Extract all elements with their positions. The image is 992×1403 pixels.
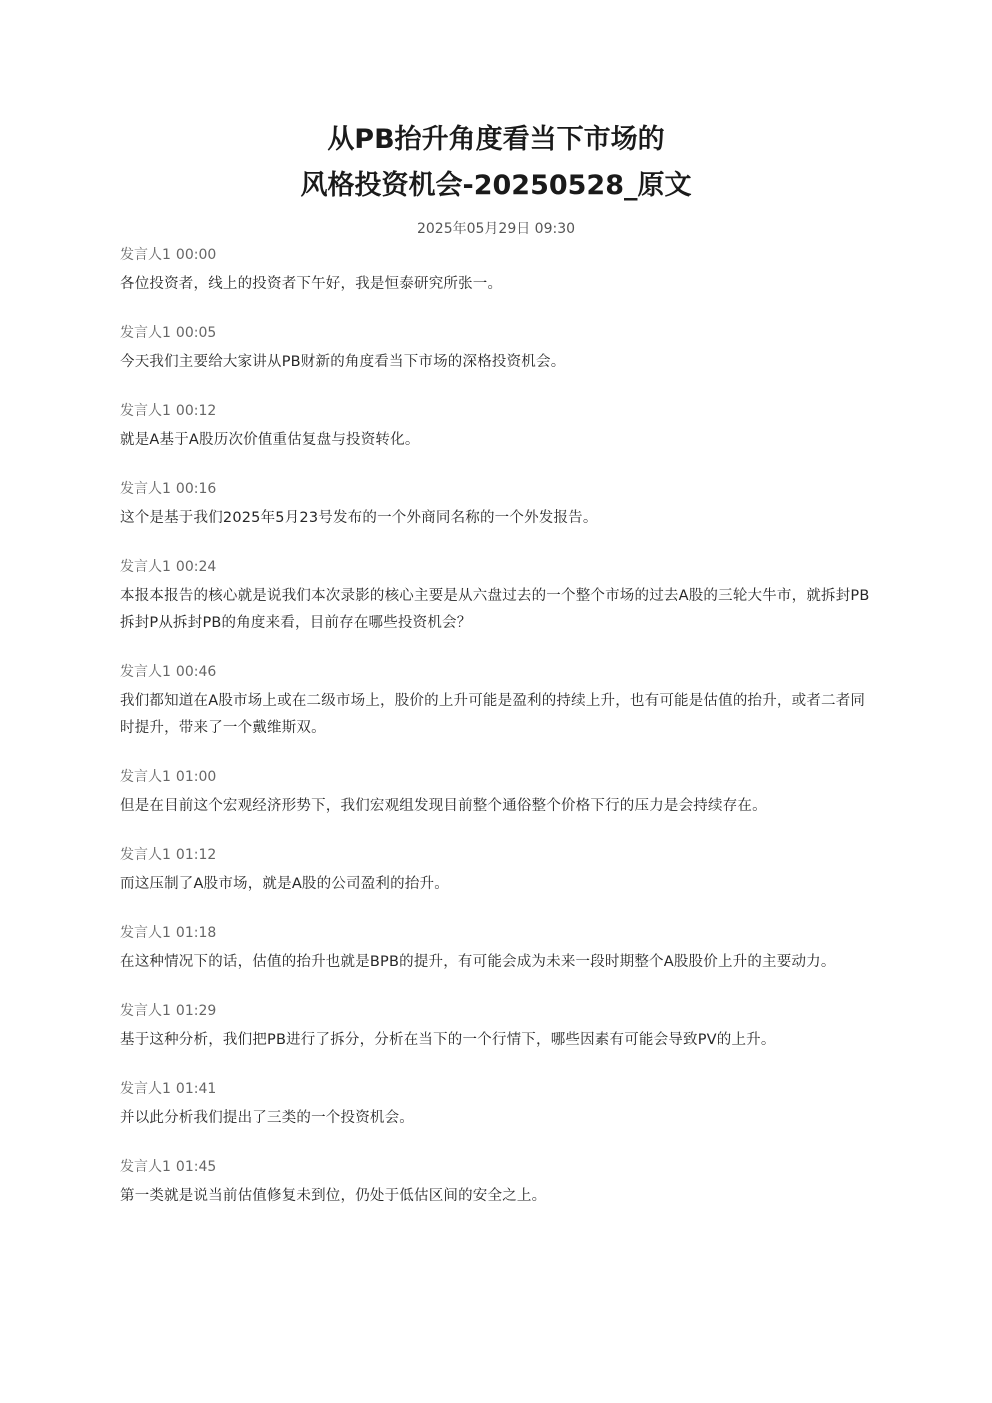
document-datetime: 2025年05月29日 09:30 (416, 221, 576, 237)
utterance-text: 这个是基于我们2025年5月23号发布的一个外商同名称的一个外发报告。 (120, 510, 598, 526)
title-line-1: 从PB抬升角度看当下市场的 (327, 124, 665, 155)
timestamp: 01:41 (175, 1081, 217, 1097)
timestamp: 00:24 (175, 559, 217, 575)
speaker-line (120, 1079, 872, 1099)
speaker-line (120, 557, 872, 577)
transcript-entry (120, 245, 872, 298)
timestamp: 00:46 (175, 664, 217, 680)
transcript-entry (120, 1001, 872, 1054)
transcript-entry (120, 479, 872, 532)
timestamp: 01:29 (175, 1003, 217, 1019)
transcript-entry (120, 767, 872, 820)
utterance-text: 本报本报告的核心就是说我们本次录影的核心主要是从六盘过去的一个整个市场的过去A股的三轮大牛市，就拆封PB拆封P从拆封PB的角度来看，目前存在哪些投资机会？ (120, 588, 870, 631)
speaker-name: 发言人1 (120, 559, 171, 575)
utterance-text: 但是在目前这个宏观经济形势下，我们宏观组发现目前整个通俗整个价格下行的压力是会持续存在。 (120, 798, 767, 814)
speaker-line (120, 323, 872, 343)
utterance-text: 我们都知道在A股市场上或在二级市场上，股价的上升可能是盈利的持续上升，也有可能是估值的抬升，或者二者同时提升，带来了一个戴维斯双。 (120, 693, 866, 736)
utterance-text: 各位投资者，线上的投资者下午好，我是恒泰研究所张一。 (120, 276, 503, 292)
utterance-text: 在这种情况下的话，估值的抬升也就是BPB的提升，有可能会成为未来一段时期整个A股股价上升的主要动力。 (120, 954, 836, 970)
speaker-line (120, 662, 872, 682)
speaker-line (120, 1157, 872, 1177)
utterance-text: 基于这种分析，我们把PB进行了拆分，分析在当下的一个行情下，哪些因素有可能会导致PV的上升。 (120, 1032, 776, 1048)
transcript-entry (120, 845, 872, 898)
speaker-name: 发言人1 (120, 925, 171, 941)
speaker-name: 发言人1 (120, 481, 171, 497)
transcript-entry (120, 323, 872, 376)
speaker-line (120, 479, 872, 499)
speaker-name: 发言人1 (120, 1081, 171, 1097)
speaker-name: 发言人1 (120, 325, 171, 341)
speaker-line (120, 401, 872, 421)
speaker-name: 发言人1 (120, 664, 171, 680)
speaker-line (120, 245, 872, 265)
transcript-entry (120, 1079, 872, 1132)
timestamp: 00:16 (175, 481, 217, 497)
speaker-name: 发言人1 (120, 769, 171, 785)
utterance-text: 第一类就是说当前估值修复未到位，仍处于低估区间的安全之上。 (120, 1188, 547, 1204)
timestamp: 00:12 (175, 403, 217, 419)
speaker-name: 发言人1 (120, 247, 171, 263)
speaker-line (120, 1001, 872, 1021)
speaker-name: 发言人1 (120, 403, 171, 419)
document-title (0, 117, 992, 209)
title-line-2: 风格投资机会-20250528_原文 (300, 170, 692, 201)
transcript (120, 245, 872, 1235)
utterance-text: 今天我们主要给大家讲从PB财新的角度看当下市场的深格投资机会。 (120, 354, 566, 370)
timestamp: 01:00 (175, 769, 217, 785)
transcript-entry (120, 401, 872, 454)
timestamp: 01:18 (175, 925, 217, 941)
timestamp: 01:12 (175, 847, 217, 863)
speaker-name: 发言人1 (120, 1003, 171, 1019)
utterance-text: 就是A基于A股历次价值重估复盘与投资转化。 (120, 432, 420, 448)
transcript-entry (120, 923, 872, 976)
timestamp: 00:00 (175, 247, 217, 263)
transcript-entry (120, 1157, 872, 1210)
speaker-line (120, 845, 872, 865)
utterance-text: 而这压制了A股市场，就是A股的公司盈利的抬升。 (120, 876, 449, 892)
timestamp: 00:05 (175, 325, 217, 341)
transcript-entry (120, 557, 872, 637)
transcript-entry (120, 662, 872, 742)
speaker-name: 发言人1 (120, 1159, 171, 1175)
speaker-name: 发言人1 (120, 847, 171, 863)
speaker-line (120, 767, 872, 787)
utterance-text: 并以此分析我们提出了三类的一个投资机会。 (120, 1110, 414, 1126)
timestamp: 01:45 (175, 1159, 217, 1175)
speaker-line (120, 923, 872, 943)
